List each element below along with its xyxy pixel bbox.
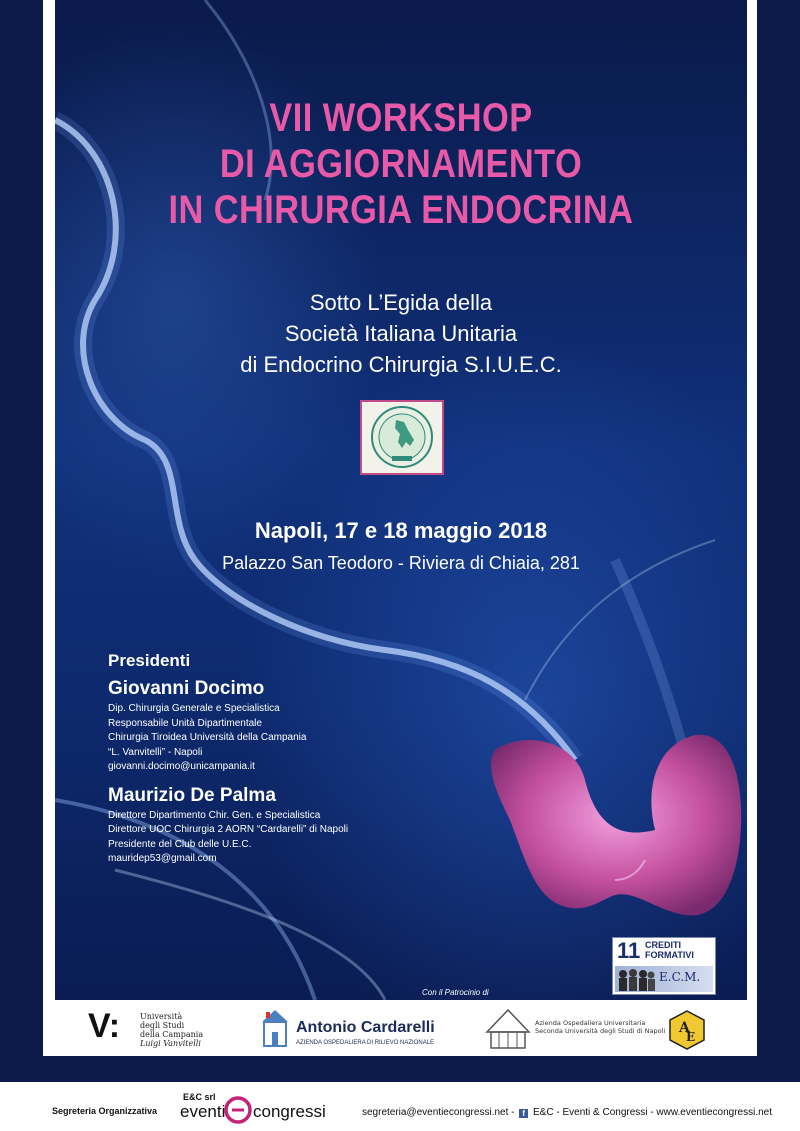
people-icon (617, 967, 655, 991)
president-email[interactable]: mauridep53@gmail.com (108, 853, 217, 864)
president-detail: “L. Vanvitelli” - Napoli (108, 746, 203, 758)
university-line: Luigi Vanvitelli (140, 1039, 201, 1048)
presidents-heading: Presidenti (108, 651, 191, 670)
sponsor-band (55, 1000, 747, 1056)
siuec-seal-icon (362, 402, 442, 473)
ecm-credits-badge (612, 937, 716, 995)
brand-e-icon (224, 1096, 252, 1124)
egida-line-3: di Endocrino Chirurgia S.I.U.E.C. (240, 352, 562, 377)
segreteria-label: Segreteria Organizzativa (52, 1106, 158, 1116)
president-name: Maurizio De Palma (108, 784, 276, 806)
right-border (757, 0, 800, 1082)
university-line: degli Studi (140, 1021, 185, 1030)
workshop-title (103, 95, 698, 233)
president-detail: Presidente del Club delle U.E.C. (108, 838, 252, 850)
contact-email[interactable]: segreteria@eventiecongressi.net - (362, 1107, 515, 1118)
ecm-formativi: FORMATIVI (645, 950, 694, 960)
ae-hexagon-icon (667, 1010, 707, 1050)
ecm-credits-text (645, 940, 694, 960)
president-block-1 (108, 676, 448, 775)
contact-website[interactable]: E&C - Eventi & Congressi - www.eventiecongressi.net (533, 1107, 773, 1118)
event-date: Napoli, 17 e 18 maggio 2018 (254, 518, 548, 543)
president-email[interactable]: giovanni.docimo@unicampania.it (108, 761, 255, 772)
president-detail: Dip. Chirurgia Generale e Specialistica (108, 703, 280, 714)
aou-text (535, 1019, 665, 1035)
brand-eventi: eventi (180, 1102, 226, 1121)
poster-main (55, 0, 747, 1000)
left-border (0, 0, 43, 1082)
title-line-2: DI AGGIORNAMENTO (219, 142, 583, 186)
presidents-section (108, 650, 448, 867)
university-logo (88, 1009, 208, 1049)
egida-text (55, 287, 747, 380)
president-detail: Direttore UOC Chirurgia 2 AORN “Cardarelli” di Napoli (108, 824, 349, 835)
footer-contact (362, 1107, 772, 1118)
aou-logo (483, 1008, 666, 1052)
egida-line-2: Società Italiana Unitaria (284, 321, 518, 346)
egida-line-1: Sotto L’Egida della (309, 290, 493, 315)
university-line: Università (140, 1012, 183, 1021)
title-line-3: IN CHIRURGIA ENDOCRINA (168, 188, 634, 232)
ecm-number: 11 (617, 938, 641, 963)
facebook-icon[interactable]: f (519, 1109, 528, 1118)
aou-line: Azienda Ospedaliera Universitaria (535, 1019, 646, 1027)
siuec-logo (360, 400, 444, 475)
ecm-crediti: CREDITI (645, 940, 681, 950)
footer (0, 1082, 800, 1131)
hospital-building-icon (260, 1008, 290, 1050)
cardarelli-subtitle: AZIENDA OSPEDALIERA DI RILIEVO NAZIONALE (296, 1040, 435, 1046)
thyroid-gland (491, 735, 741, 916)
president-block-2 (108, 783, 448, 867)
bottom-blue-band (43, 1056, 757, 1082)
cardarelli-name: Antonio Cardarelli (296, 1019, 435, 1036)
president-detail: Chirurgia Tiroidea Università della Campania (108, 732, 307, 743)
svg-text:A: A (679, 1020, 690, 1036)
university-line: della Campania (140, 1030, 204, 1039)
president-detail: Direttore Dipartimento Chir. Gen. e Specialistica (108, 809, 321, 821)
aou-line: Seconda Università degli Studi di Napoli (535, 1027, 666, 1035)
president-detail: Responsabile Unità Dipartimentale (108, 717, 262, 729)
svg-text:E: E (686, 1030, 696, 1044)
university-letter: V: (88, 1007, 121, 1045)
brand-small: E&C srl (183, 1092, 216, 1102)
event-venue: Palazzo San Teodoro - Riviera di Chiaia, 281 (222, 553, 580, 573)
ecm-label: E.C.M. (659, 970, 701, 984)
cardarelli-logo (260, 1008, 435, 1052)
brand-congressi: congressi (253, 1102, 326, 1121)
patrocinio-label: Con il Patrocinio di (422, 988, 489, 997)
university-text (140, 1012, 203, 1048)
title-line-1: VII WORKSHOP (269, 96, 533, 140)
president-name: Giovanni Docimo (108, 678, 265, 699)
church-building-icon (483, 1008, 533, 1052)
